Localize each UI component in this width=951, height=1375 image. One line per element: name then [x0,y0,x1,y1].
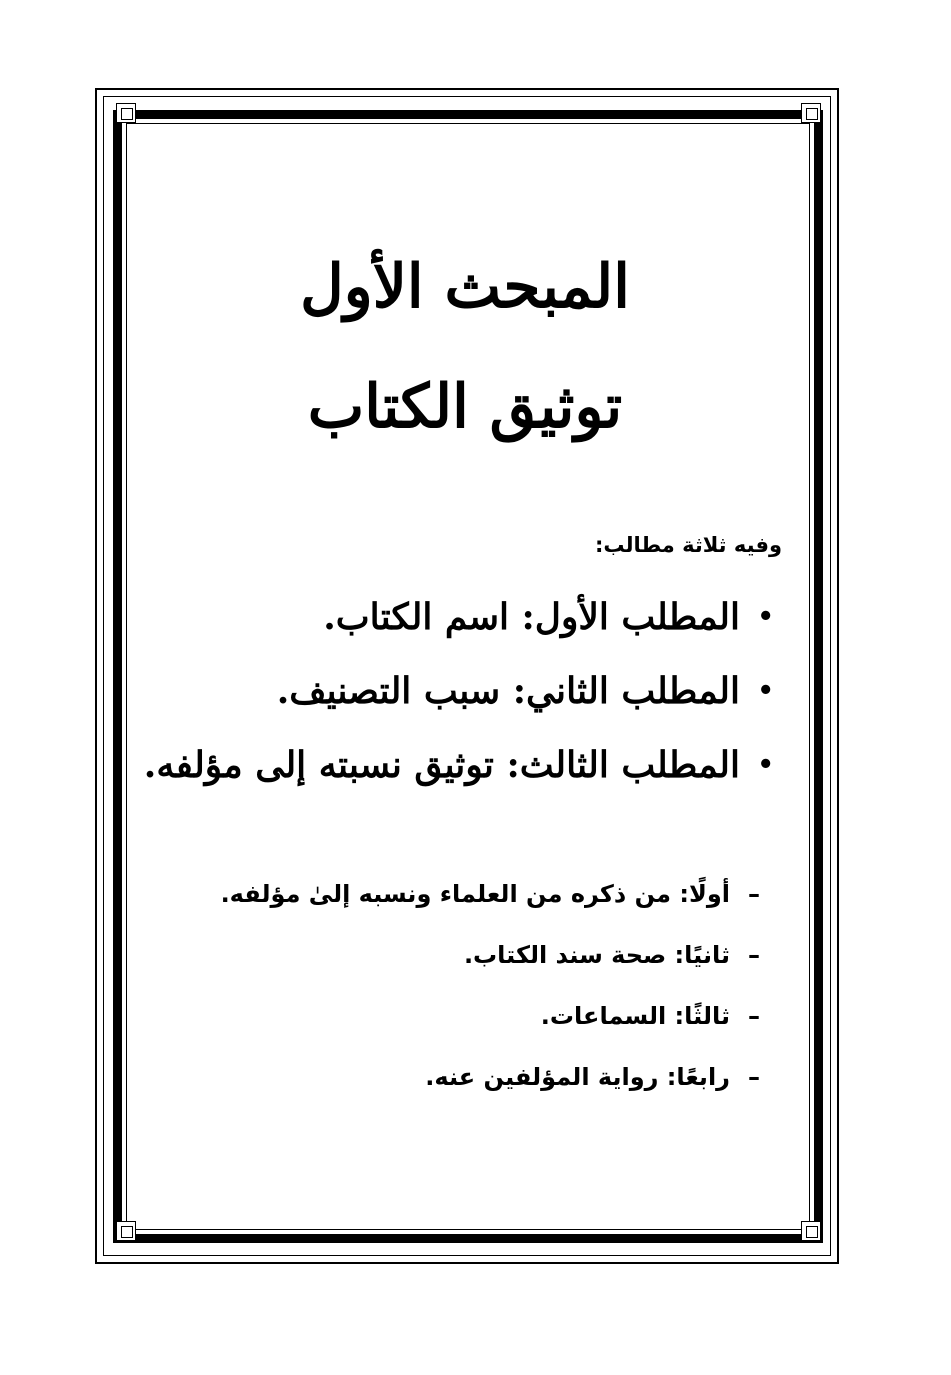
subsection-label: ثانيًا: صحة سند الكتاب. [463,941,730,969]
intro-text: وفيه ثلاثة مطالب: [594,533,782,557]
dash-icon: – [748,1002,760,1030]
list-item [140,580,790,654]
bullet-icon: • [757,602,774,632]
corner-ornament-top-right [801,103,821,123]
dash-icon: – [748,880,760,908]
list-item [140,1047,790,1108]
subsection-label: ثالثًا: السماعات. [540,1002,730,1030]
sections-list [140,580,790,802]
dash-icon: – [748,941,760,969]
bullet-icon: • [757,750,774,780]
corner-ornament-bottom-right [801,1221,821,1241]
corner-ornament-top-left [116,103,136,123]
bullet-icon: • [757,676,774,706]
subsection-label: أولًا: من ذكره من العلماء ونسبه إلىٰ مؤلفه. [220,880,730,908]
subsections-list [140,864,790,1108]
list-item [140,925,790,986]
list-item [140,864,790,925]
list-item [140,728,790,802]
corner-ornament-bottom-left [116,1221,136,1241]
section-label: المطلب الأول: اسم الكتاب. [323,596,740,638]
dash-icon: – [748,1063,760,1091]
chapter-title: المبحث الأول [300,252,630,322]
list-item [140,986,790,1047]
section-label: المطلب الثاني: سبب التصنيف. [276,670,740,712]
chapter-subtitle: توثيق الكتاب [307,372,623,442]
list-item [140,654,790,728]
subsection-label: رابعًا: رواية المؤلفين عنه. [425,1063,730,1091]
section-label: المطلب الثالث: توثيق نسبته إلى مؤلفه. [143,744,740,786]
